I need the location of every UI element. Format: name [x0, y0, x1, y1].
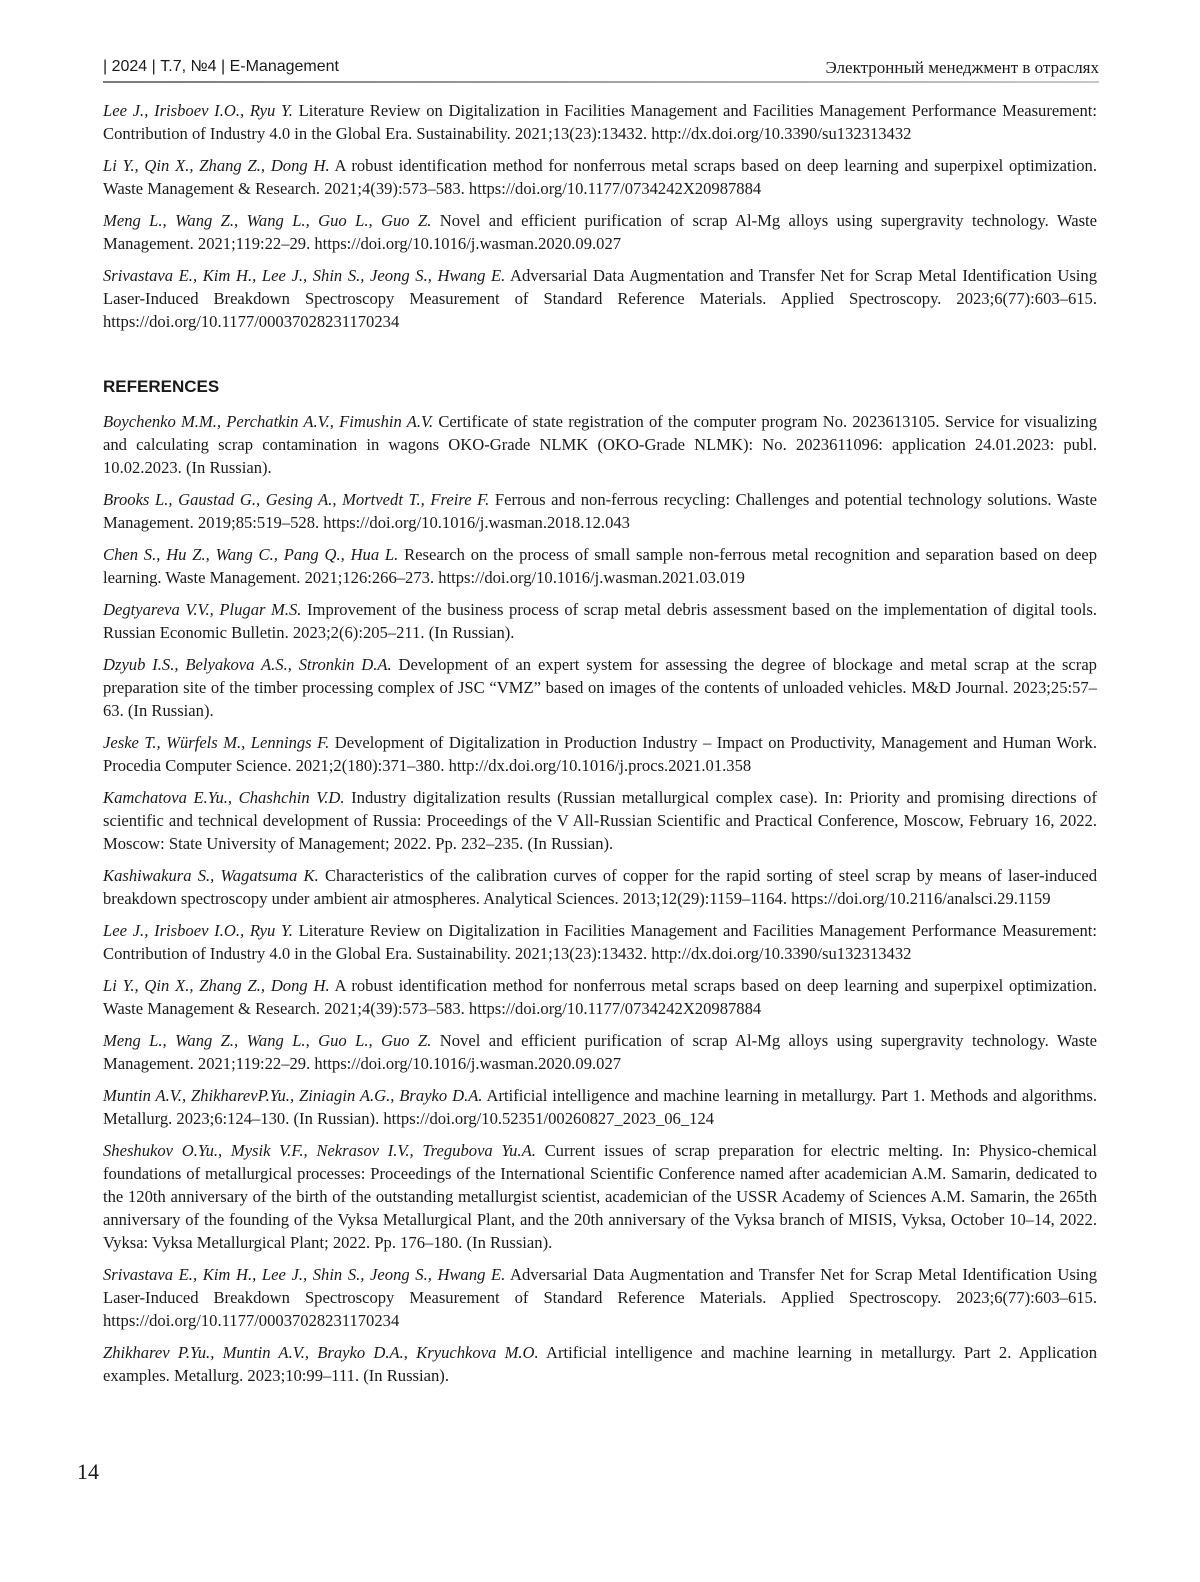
- reference-text: Artificial intelligence and machine learning in metallurgy. Part 1. Methods and algorithms. Metallurg. 2023;6:124–130. (In Russian). https://doi.org/10.52351/00260827_2023_06_124: [103, 1086, 1097, 1128]
- reference-entry: [103, 731, 1097, 777]
- journal-section-title: Электронный менеджмент в отраслях: [826, 58, 1099, 78]
- reference-entry: [103, 410, 1097, 479]
- reference-text: A robust identification method for nonferrous metal scraps based on deep learning and superpixel optimization. Waste Management & Research. 2021;4(39):573–583. https://doi.org/10.1177/0734242X20987884: [103, 976, 1097, 1018]
- reference-authors: Kamchatova E.Yu., Chashchin V.D.: [103, 788, 345, 807]
- reference-authors: Boychenko M.M., Perchatkin A.V., Fimushin A.V.: [103, 412, 433, 431]
- reference-authors: Sheshukov O.Yu., Mysik V.F., Nekrasov I.V., Tregubova Yu.A.: [103, 1141, 536, 1160]
- reference-entry: [103, 1139, 1097, 1254]
- reference-authors: Meng L., Wang Z., Wang L., Guo L., Guo Z.: [103, 1031, 431, 1050]
- reference-text: Novel and efficient purification of scrap Al-Mg alloys using supergravity technology. Waste Management. 2021;119:22–29. https://doi.org/10.1016/j.wasman.2020.09.027: [103, 211, 1097, 253]
- reference-authors: Lee J., Irisboev I.O., Ryu Y.: [103, 101, 293, 120]
- reference-entry: [103, 919, 1097, 965]
- reference-entry: [103, 864, 1097, 910]
- reference-authors: Dzyub I.S., Belyakova A.S., Stronkin D.A.: [103, 655, 392, 674]
- header-divider: [103, 81, 1099, 83]
- reference-authors: Kashiwakura S., Wagatsuma K.: [103, 866, 319, 885]
- reference-entry: [103, 264, 1097, 333]
- reference-text: Development of an expert system for assessing the degree of blockage and metal scrap at the scrap preparation site of the timber processing complex of JSC “VMZ” based on images of the contents of unloaded vehicles. M&D Journal. 2023;25:57–63. (In Russian).: [103, 655, 1097, 720]
- reference-text: Improvement of the business process of scrap metal debris assessment based on the implementation of digital tools. Russian Economic Bulletin. 2023;2(6):205–211. (In Russian).: [103, 600, 1097, 642]
- reference-text: Adversarial Data Augmentation and Transfer Net for Scrap Metal Identification Using Laser-Induced Breakdown Spectroscopy Measurement of Standard Reference Materials. Applied Spectroscopy. 2023;6(77):603–615. https://doi.org/10.1177/00037028231170234: [103, 1265, 1097, 1330]
- reference-text: Literature Review on Digitalization in Facilities Management and Facilities Management Performance Measurement: Contribution of Industry 4.0 in the Global Era. Sustainability. 2021;13(23):13432. http://dx.doi.org/10.3390/su132313432: [103, 101, 1097, 143]
- reference-entry: [103, 974, 1097, 1020]
- reference-text: Development of Digitalization in Production Industry – Impact on Productivity, Management and Human Work. Procedia Computer Science. 2021;2(180):371–380. http://dx.doi.org/10.1016/j.procs.2021.01.358: [103, 733, 1097, 775]
- reference-authors: Jeske T., Würfels M., Lennings F.: [103, 733, 329, 752]
- reference-entry: [103, 598, 1097, 644]
- reference-authors: Zhikharev P.Yu., Muntin A.V., Brayko D.A., Kryuchkova M.O.: [103, 1343, 539, 1362]
- reference-text: Ferrous and non-ferrous recycling: Challenges and potential technology solutions. Waste Management. 2019;85:519–528. https://doi.org/10.1016/j.wasman.2018.12.043: [103, 490, 1097, 532]
- reference-text: Current issues of scrap preparation for electric melting. In: Physico-chemical foundations of metallurgical processes: Proceedings of the International Scientific Conference named after academician A.M. Samarin, dedicated to the 120th anniversary of the birth of the outstanding metallurgist scientist, academician of the USSR Academy of Sciences A.M. Samarin, the 265th anniversary of the founding of the Vyksa Metallurgical Plant, and the 20th anniversary of the Vyksa branch of MISIS, Vyksa, October 10–14, 2022. Vyksa: Vyksa Metallurgical Plant; 2022. Pp. 176–180. (In Russian).: [103, 1141, 1097, 1252]
- reference-entry: [103, 1263, 1097, 1332]
- reference-entry: [103, 1084, 1097, 1130]
- reference-text: Adversarial Data Augmentation and Transfer Net for Scrap Metal Identification Using Laser-Induced Breakdown Spectroscopy Measurement of Standard Reference Materials. Applied Spectroscopy. 2023;6(77):603–615. https://doi.org/10.1177/00037028231170234: [103, 266, 1097, 331]
- journal-issue-label: | 2024 | Т.7, №4 | E-Management: [103, 58, 339, 76]
- reference-authors: Chen S., Hu Z., Wang C., Pang Q., Hua L.: [103, 545, 398, 564]
- reference-authors: Srivastava E., Kim H., Lee J., Shin S., Jeong S., Hwang E.: [103, 1265, 505, 1284]
- reference-text: Literature Review on Digitalization in Facilities Management and Facilities Management Performance Measurement: Contribution of Industry 4.0 in the Global Era. Sustainability. 2021;13(23):13432. http://dx.doi.org/10.3390/su132313432: [103, 921, 1097, 963]
- reference-text: A robust identification method for nonferrous metal scraps based on deep learning and superpixel optimization. Waste Management & Research. 2021;4(39):573–583. https://doi.org/10.1177/0734242X20987884: [103, 156, 1097, 198]
- reference-entry: [103, 209, 1097, 255]
- reference-authors: Srivastava E., Kim H., Lee J., Shin S., Jeong S., Hwang E.: [103, 266, 505, 285]
- running-header: [103, 56, 1099, 82]
- reference-entry: [103, 543, 1097, 589]
- reference-list-continued: [103, 99, 1097, 342]
- reference-authors: Muntin A.V., ZhikharevP.Yu., Ziniagin A.G., Brayko D.A.: [103, 1086, 483, 1105]
- reference-entry: [103, 154, 1097, 200]
- reference-authors: Lee J., Irisboev I.O., Ryu Y.: [103, 921, 293, 940]
- reference-entry: [103, 1029, 1097, 1075]
- reference-text: Characteristics of the calibration curves of copper for the rapid sorting of steel scrap by means of laser-induced breakdown spectroscopy under ambient air atmospheres. Analytical Sciences. 2013;12(29):1159–1164. https://doi.org/10.2116/analsci.29.1159: [103, 866, 1097, 908]
- reference-entry: [103, 1341, 1097, 1387]
- reference-entry: [103, 488, 1097, 534]
- reference-authors: Brooks L., Gaustad G., Gesing A., Mortvedt T., Freire F.: [103, 490, 489, 509]
- reference-entry: [103, 786, 1097, 855]
- page-number: 14: [77, 1459, 99, 1485]
- reference-entry: [103, 653, 1097, 722]
- reference-text: Novel and efficient purification of scrap Al-Mg alloys using supergravity technology. Waste Management. 2021;119:22–29. https://doi.org/10.1016/j.wasman.2020.09.027: [103, 1031, 1097, 1073]
- reference-authors: Li Y., Qin X., Zhang Z., Dong H.: [103, 976, 330, 995]
- reference-text: Artificial intelligence and machine learning in metallurgy. Part 2. Application examples. Metallurg. 2023;10:99–111. (In Russian).: [103, 1343, 1097, 1385]
- references-heading: REFERENCES: [103, 377, 219, 397]
- reference-text: Industry digitalization results (Russian metallurgical complex case). In: Priority and promising directions of scientific and technical development of Russia: Proceedings of the V All-Russian Scientific and Practical Conference, Moscow, February 16, 2022. Moscow: State University of Management; 2022. Pp. 232–235. (In Russian).: [103, 788, 1097, 853]
- reference-authors: Li Y., Qin X., Zhang Z., Dong H.: [103, 156, 330, 175]
- reference-authors: Meng L., Wang Z., Wang L., Guo L., Guo Z.: [103, 211, 431, 230]
- reference-authors: Degtyareva V.V., Plugar M.S.: [103, 600, 301, 619]
- references-list: [103, 410, 1097, 1396]
- reference-text: Certificate of state registration of the computer program No. 2023613105. Service for visualizing and calculating scrap contamination in wagons OKO-Grade NLMK (OKO-Grade NLMK): No. 2023611096: application 24.01.2023: publ. 10.02.2023. (In Russian).: [103, 412, 1097, 477]
- reference-text: Research on the process of small sample non-ferrous metal recognition and separation based on deep learning. Waste Management. 2021;126:266–273. https://doi.org/10.1016/j.wasman.2021.03.019: [103, 545, 1097, 587]
- reference-entry: [103, 99, 1097, 145]
